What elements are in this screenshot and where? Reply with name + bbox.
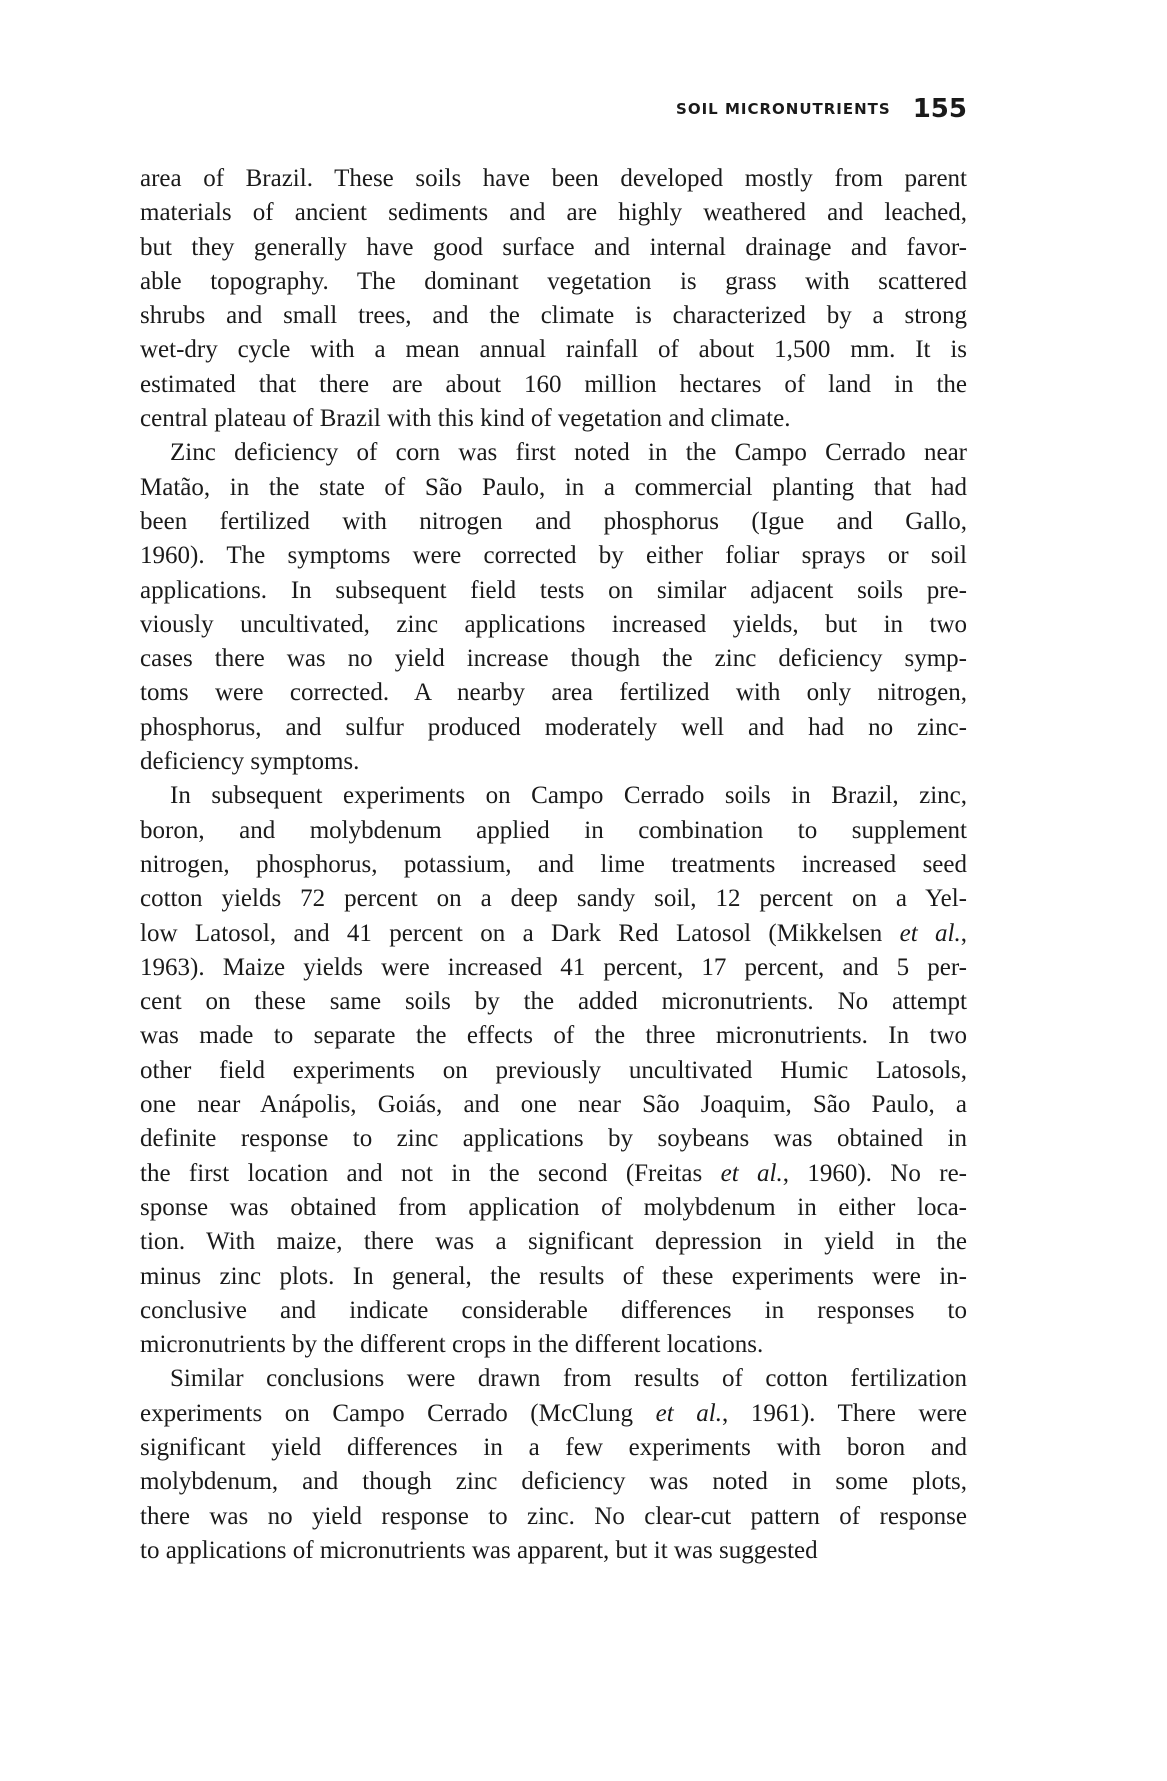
text-line: Similar conclusions were drawn from results of cotton fertilization bbox=[170, 1365, 967, 1393]
text-line: experiments on Campo Cerrado (McClung et al., 1961). There were bbox=[140, 1399, 968, 1427]
paragraph-4 bbox=[110, 1362, 967, 1568]
text-line: significant yield differences in a few experiments with boron and bbox=[140, 1433, 967, 1461]
text-line: cases there was no yield increase though the zinc deficiency symp- bbox=[140, 645, 967, 673]
running-title: SOIL MICRONUTRIENTS bbox=[676, 100, 891, 118]
text-line: nitrogen, phosphorus, potassium, and lime treatments increased seed bbox=[140, 850, 967, 878]
running-header bbox=[110, 94, 967, 124]
text-line: been fertilized with nitrogen and phosphorus (Igue and Gallo, bbox=[140, 507, 967, 535]
page-number: 155 bbox=[912, 94, 967, 124]
text-line: applications. In subsequent field tests on similar adjacent soils pre- bbox=[140, 576, 967, 604]
text-line: toms were corrected. A nearby area fertilized with only nitrogen, bbox=[140, 679, 967, 707]
text-line: estimated that there are about 160 million hectares of land in the bbox=[140, 370, 967, 398]
text-line: boron, and molybdenum applied in combination to supplement bbox=[140, 816, 967, 844]
text-line: sponse was obtained from application of molybdenum in either loca- bbox=[140, 1193, 967, 1221]
text-line: to applications of micronutrients was apparent, but it was suggested bbox=[140, 1536, 818, 1564]
text-line: central plateau of Brazil with this kind of vegetation and climate. bbox=[140, 405, 791, 433]
text-line: there was no yield response to zinc. No clear-cut pattern of response bbox=[140, 1502, 967, 1530]
text-line: minus zinc plots. In general, the results of these experiments were in- bbox=[140, 1262, 967, 1290]
text-line: In subsequent experiments on Campo Cerrado soils in Brazil, zinc, bbox=[170, 782, 967, 810]
text-line: was made to separate the effects of the three micronutrients. In two bbox=[140, 1022, 967, 1050]
text-line: definite response to zinc applications by soybeans was obtained in bbox=[140, 1125, 967, 1153]
text-line: tion. With maize, there was a significant depression in yield in the bbox=[140, 1228, 967, 1256]
text-line: but they generally have good surface and internal drainage and favor- bbox=[140, 233, 967, 261]
text-line: materials of ancient sediments and are highly weathered and leached, bbox=[140, 199, 967, 227]
text-line: micronutrients by the different crops in the different locations. bbox=[140, 1331, 764, 1359]
text-line: conclusive and indicate considerable differences in responses to bbox=[140, 1296, 967, 1324]
text-line: shrubs and small trees, and the climate is characterized by a strong bbox=[140, 302, 967, 330]
body-text bbox=[110, 162, 967, 1568]
text-line: Zinc deficiency of corn was first noted in the Campo Cerrado near bbox=[170, 439, 967, 467]
text-line: other field experiments on previously uncultivated Humic Latosols, bbox=[140, 1056, 967, 1084]
text-line: 1960). The symptoms were corrected by either foliar sprays or soil bbox=[140, 542, 967, 570]
text-line: wet-dry cycle with a mean annual rainfall of about 1,500 mm. It is bbox=[140, 336, 967, 364]
text-line: phosphorus, and sulfur produced moderately well and had no zinc- bbox=[140, 713, 967, 741]
text-line: able topography. The dominant vegetation is grass with scattered bbox=[140, 267, 967, 295]
text-line: Matão, in the state of São Paulo, in a commercial planting that had bbox=[140, 473, 967, 501]
text-line: cotton yields 72 percent on a deep sandy soil, 12 percent on a Yel- bbox=[140, 885, 967, 913]
text-line: cent on these same soils by the added micronutrients. No attempt bbox=[140, 988, 967, 1016]
paragraph-2 bbox=[110, 436, 967, 779]
text-line: one near Anápolis, Goiás, and one near São Joaquim, São Paulo, a bbox=[140, 1091, 967, 1119]
text-line: molybdenum, and though zinc deficiency was noted in some plots, bbox=[140, 1468, 967, 1496]
text-line: low Latosol, and 41 percent on a Dark Red Latosol (Mikkelsen et al., bbox=[140, 919, 967, 947]
paragraph-1 bbox=[110, 162, 967, 436]
text-line: area of Brazil. These soils have been developed mostly from parent bbox=[140, 165, 967, 192]
text-line: 1963). Maize yields were increased 41 percent, 17 percent, and 5 per- bbox=[140, 953, 967, 981]
paragraph-3 bbox=[110, 779, 967, 1362]
text-line: the first location and not in the second (Freitas et al., 1960). No re- bbox=[140, 1159, 967, 1187]
text-line: viously uncultivated, zinc applications increased yields, but in two bbox=[140, 610, 967, 638]
text-line: deficiency symptoms. bbox=[140, 748, 360, 776]
